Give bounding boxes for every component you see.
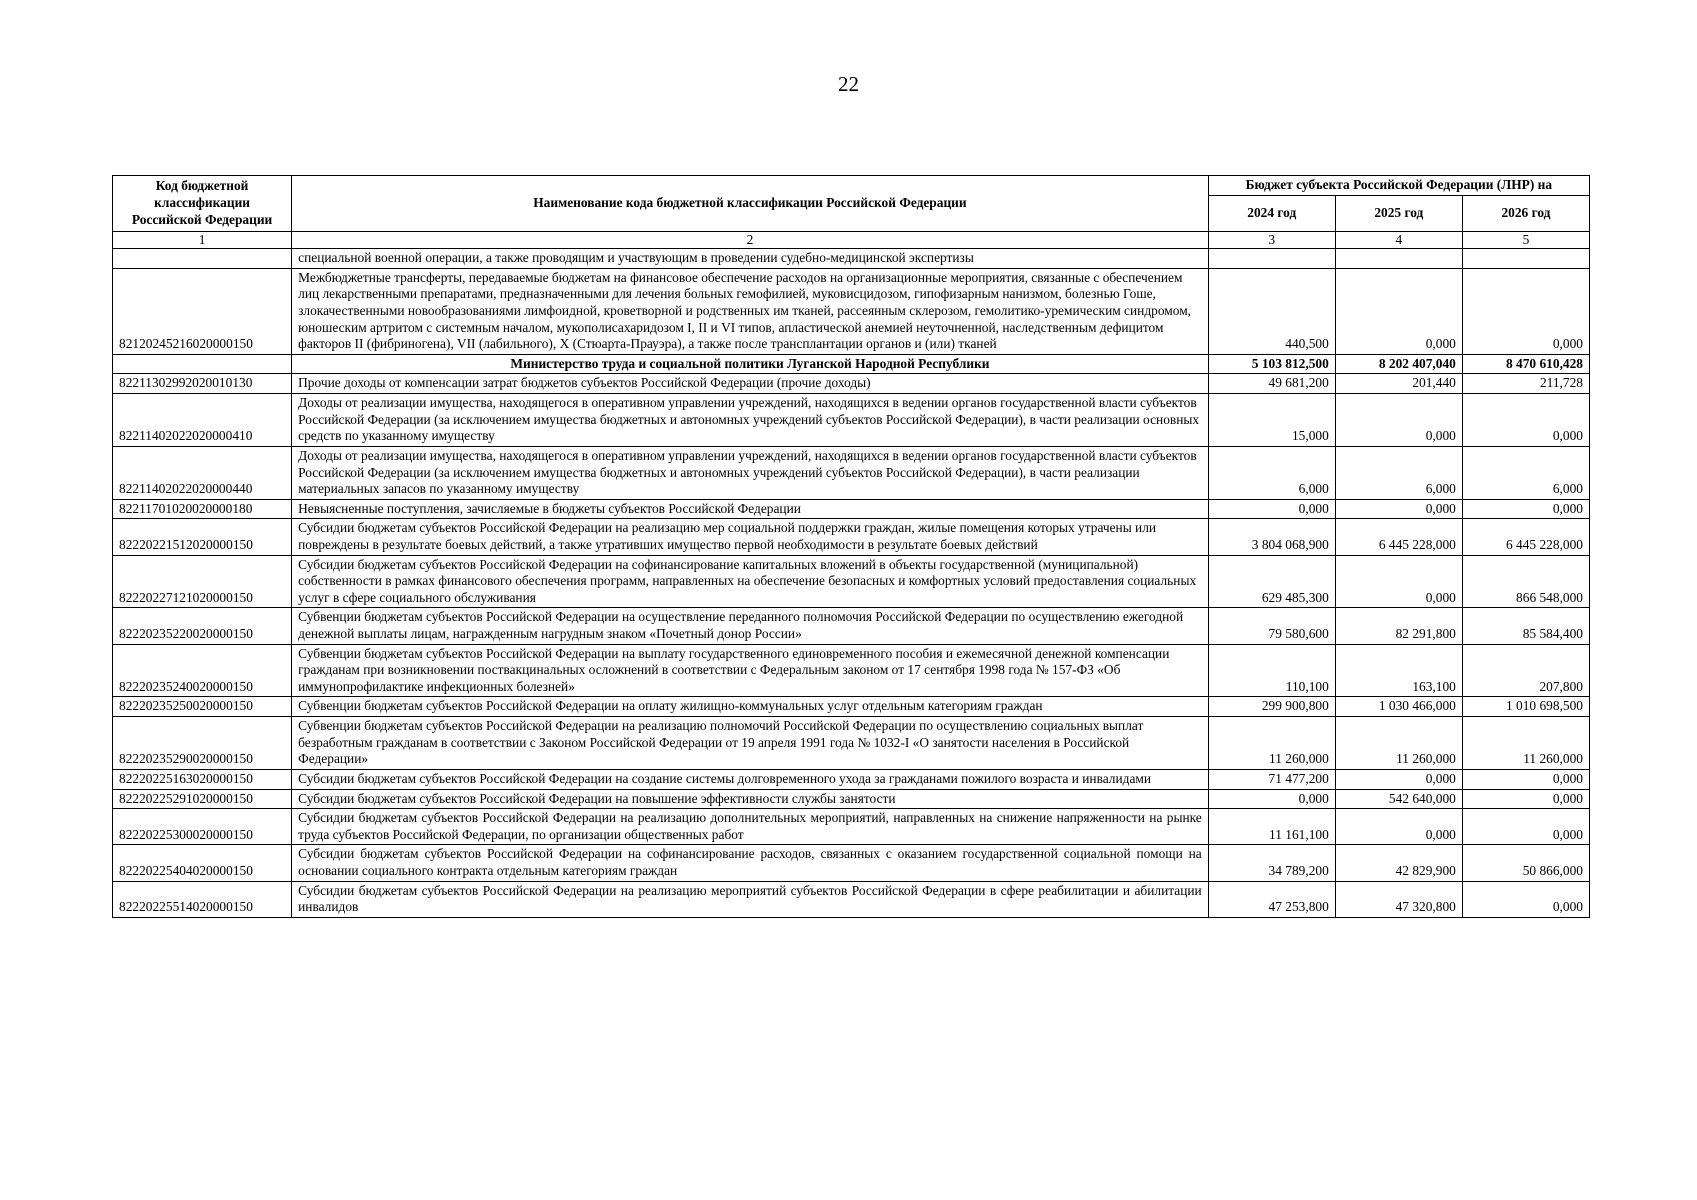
table-row	[113, 394, 1590, 447]
budget-code-cell	[113, 249, 292, 269]
value-2026-cell: 0,000	[1462, 881, 1589, 917]
budget-code-cell: 82220235220020000150	[113, 608, 292, 644]
value-2025-cell: 542 640,000	[1335, 789, 1462, 809]
value-2024-cell: 5 103 812,500	[1208, 354, 1335, 374]
budget-code-cell: 82220227121020000150	[113, 555, 292, 608]
value-2026-cell: 85 584,400	[1462, 608, 1589, 644]
value-2026-cell: 0,000	[1462, 268, 1589, 354]
column-number: 3	[1208, 231, 1335, 249]
value-2024-cell: 0,000	[1208, 789, 1335, 809]
table-row	[113, 608, 1590, 644]
budget-code-cell: 82211302992020010130	[113, 374, 292, 394]
table-row	[113, 249, 1590, 269]
column-number: 1	[113, 231, 292, 249]
budget-name-cell: Субвенции бюджетам субъектов Российской Федерации на осуществление переданного полномочия Российской Федерации по осуществлению ежегодной денежной выплаты лицам, награжденным нагрудным знаком «Почетный донор России»	[292, 608, 1209, 644]
budget-name-cell: Невыясненные поступления, зачисляемые в бюджеты субъектов Российской Федерации	[292, 499, 1209, 519]
budget-code-cell: 82220235250020000150	[113, 697, 292, 717]
table-row	[113, 499, 1590, 519]
value-2026-cell: 1 010 698,500	[1462, 697, 1589, 717]
table-row	[113, 374, 1590, 394]
budget-name-cell: Субвенции бюджетам субъектов Российской Федерации на реализацию полномочий Российской Федерации по осуществлению социальных выплат безработным гражданам в соответствии с Законом Российской Федерации от 19 апреля 1991 года № 1032-I «О занятости населения в Российской Федерации»	[292, 717, 1209, 770]
header-year-2026: 2026 год	[1462, 195, 1589, 231]
value-2024-cell: 79 580,600	[1208, 608, 1335, 644]
table-body	[113, 249, 1590, 918]
ministry-row	[113, 354, 1590, 374]
value-2025-cell: 0,000	[1335, 769, 1462, 789]
header-budget: Бюджет субъекта Российской Федерации (ЛНР) на	[1208, 176, 1589, 196]
budget-code-cell: 82220225291020000150	[113, 789, 292, 809]
value-2026-cell: 207,800	[1462, 644, 1589, 697]
value-2026-cell: 0,000	[1462, 809, 1589, 845]
column-number: 5	[1462, 231, 1589, 249]
value-2024-cell: 11 161,100	[1208, 809, 1335, 845]
table-row	[113, 644, 1590, 697]
value-2025-cell: 11 260,000	[1335, 717, 1462, 770]
value-2026-cell: 0,000	[1462, 789, 1589, 809]
value-2025-cell: 47 320,800	[1335, 881, 1462, 917]
value-2026-cell: 11 260,000	[1462, 717, 1589, 770]
value-2025-cell	[1335, 249, 1462, 269]
budget-name-cell: Министерство труда и социальной политики Луганской Народной Республики	[292, 354, 1209, 374]
budget-name-cell: Субсидии бюджетам субъектов Российской Федерации на создание системы долговременного ухода за гражданами пожилого возраста и инвалидами	[292, 769, 1209, 789]
budget-name-cell: специальной военной операции, а также проводящим и участвующим в проведении судебно-медицинской экспертизы	[292, 249, 1209, 269]
value-2025-cell: 201,440	[1335, 374, 1462, 394]
value-2026-cell: 0,000	[1462, 769, 1589, 789]
value-2026-cell: 866 548,000	[1462, 555, 1589, 608]
header-year-2025: 2025 год	[1335, 195, 1462, 231]
value-2026-cell: 6,000	[1462, 446, 1589, 499]
table-row	[113, 789, 1590, 809]
column-number: 2	[292, 231, 1209, 249]
budget-code-cell: 82220225163020000150	[113, 769, 292, 789]
value-2024-cell: 440,500	[1208, 268, 1335, 354]
table-row	[113, 697, 1590, 717]
value-2025-cell: 0,000	[1335, 394, 1462, 447]
value-2026-cell: 211,728	[1462, 374, 1589, 394]
value-2024-cell: 47 253,800	[1208, 881, 1335, 917]
budget-code-cell: 82220221512020000150	[113, 519, 292, 555]
table-row	[113, 769, 1590, 789]
table-row	[113, 809, 1590, 845]
table-row	[113, 717, 1590, 770]
budget-code-cell: 82120245216020000150	[113, 268, 292, 354]
value-2025-cell: 6 445 228,000	[1335, 519, 1462, 555]
budget-name-cell: Прочие доходы от компенсации затрат бюджетов субъектов Российской Федерации (прочие доходы)	[292, 374, 1209, 394]
budget-name-cell: Субвенции бюджетам субъектов Российской Федерации на выплату государственного единовременного пособия и ежемесячной денежной компенсации гражданам при возникновении поствакцинальных осложнений в соответствии с Федеральным законом от 17 сентября 1998 года № 157-ФЗ «Об иммунопрофилактике инфекционных болезней»	[292, 644, 1209, 697]
value-2025-cell: 6,000	[1335, 446, 1462, 499]
value-2024-cell	[1208, 249, 1335, 269]
budget-code-cell	[113, 354, 292, 374]
budget-code-cell: 82220235290020000150	[113, 717, 292, 770]
value-2024-cell: 11 260,000	[1208, 717, 1335, 770]
value-2025-cell: 0,000	[1335, 555, 1462, 608]
budget-table	[112, 175, 1590, 918]
value-2026-cell: 50 866,000	[1462, 845, 1589, 881]
value-2024-cell: 3 804 068,900	[1208, 519, 1335, 555]
value-2024-cell: 0,000	[1208, 499, 1335, 519]
budget-code-cell: 82211402022020000440	[113, 446, 292, 499]
budget-code-cell: 82211701020020000180	[113, 499, 292, 519]
value-2024-cell: 6,000	[1208, 446, 1335, 499]
header-year-2024: 2024 год	[1208, 195, 1335, 231]
value-2026-cell: 0,000	[1462, 394, 1589, 447]
value-2026-cell: 0,000	[1462, 499, 1589, 519]
page-number: 22	[838, 72, 859, 96]
value-2024-cell: 629 485,300	[1208, 555, 1335, 608]
budget-name-cell: Субсидии бюджетам субъектов Российской Федерации на реализацию мер социальной поддержки граждан, жилые помещения которых утрачены или повреждены в результате боевых действий, а также утративших имущество первой необходимости в результате боевых действий	[292, 519, 1209, 555]
budget-code-cell: 82211402022020000410	[113, 394, 292, 447]
header-name: Наименование кода бюджетной классификации Российской Федерации	[292, 176, 1209, 232]
budget-name-cell: Субсидии бюджетам субъектов Российской Федерации на реализацию мероприятий субъектов Российской Федерации в сфере реабилитации и абилитации инвалидов	[292, 881, 1209, 917]
budget-name-cell: Доходы от реализации имущества, находящегося в оперативном управлении учреждений, находящихся в ведении органов государственной власти субъектов Российской Федерации (за исключением имущества бюджетных и автономных учреждений субъектов Российской Федерации), в части реализации основных средств по указанному имуществу	[292, 394, 1209, 447]
table-row	[113, 268, 1590, 354]
table-row	[113, 881, 1590, 917]
value-2025-cell: 42 829,900	[1335, 845, 1462, 881]
table-row	[113, 555, 1590, 608]
table-row	[113, 446, 1590, 499]
budget-name-cell: Субсидии бюджетам субъектов Российской Федерации на софинансирование капитальных вложений в объекты государственной (муниципальной) собственности в рамках финансового обеспечения программ, направленных на обеспечение безопасных и комфортных условий предоставления социальных услуг в сфере социального обслуживания	[292, 555, 1209, 608]
value-2026-cell: 6 445 228,000	[1462, 519, 1589, 555]
value-2025-cell: 0,000	[1335, 499, 1462, 519]
budget-name-cell: Субсидии бюджетам субъектов Российской Федерации на реализацию дополнительных мероприятий, направленных на снижение напряженности на рынке труда субъектов Российской Федерации, по организации общественных работ	[292, 809, 1209, 845]
value-2024-cell: 299 900,800	[1208, 697, 1335, 717]
value-2024-cell: 110,100	[1208, 644, 1335, 697]
value-2025-cell: 163,100	[1335, 644, 1462, 697]
value-2026-cell	[1462, 249, 1589, 269]
value-2025-cell: 0,000	[1335, 809, 1462, 845]
column-number: 4	[1335, 231, 1462, 249]
value-2025-cell: 0,000	[1335, 268, 1462, 354]
budget-code-cell: 82220225514020000150	[113, 881, 292, 917]
value-2025-cell: 82 291,800	[1335, 608, 1462, 644]
header-code: Код бюджетной классификации Российской Федерации	[113, 176, 292, 232]
value-2024-cell: 34 789,200	[1208, 845, 1335, 881]
budget-name-cell: Субсидии бюджетам субъектов Российской Федерации на софинансирование расходов, связанных с оказанием государственной социальной помощи на основании социального контракта отдельным категориям граждан	[292, 845, 1209, 881]
table-row	[113, 519, 1590, 555]
value-2024-cell: 49 681,200	[1208, 374, 1335, 394]
value-2025-cell: 1 030 466,000	[1335, 697, 1462, 717]
value-2026-cell: 8 470 610,428	[1462, 354, 1589, 374]
budget-name-cell: Межбюджетные трансферты, передаваемые бюджетам на финансовое обеспечение расходов на организационные мероприятия, связанные с обеспечением лиц лекарственными препаратами, предназначенными для лечения больных гемофилией, муковисцидозом, гипофизарным нанизмом, болезнью Гоше, злокачественными новообразованиями лимфоидной, кроветворной и родственных им тканей, рассеянным склерозом, гемолитико-уремическим синдромом, юношеским артритом с системным началом, мукополисахаридозом I, II и VI типов, апластической анемией неуточненной, наследственным дефицитом факторов II (фибриногена), VII (лабильного), X (Стюарта-Прауэра), а также после трансплантации органов и (или) тканей	[292, 268, 1209, 354]
value-2024-cell: 71 477,200	[1208, 769, 1335, 789]
budget-code-cell: 82220225404020000150	[113, 845, 292, 881]
budget-code-cell: 82220225300020000150	[113, 809, 292, 845]
budget-name-cell: Субсидии бюджетам субъектов Российской Федерации на повышение эффективности службы занятости	[292, 789, 1209, 809]
budget-code-cell: 82220235240020000150	[113, 644, 292, 697]
column-number-row	[113, 231, 1590, 249]
value-2025-cell: 8 202 407,040	[1335, 354, 1462, 374]
budget-name-cell: Субвенции бюджетам субъектов Российской Федерации на оплату жилищно-коммунальных услуг отдельным категориям граждан	[292, 697, 1209, 717]
value-2024-cell: 15,000	[1208, 394, 1335, 447]
table-row	[113, 845, 1590, 881]
budget-name-cell: Доходы от реализации имущества, находящегося в оперативном управлении учреждений, находящихся в ведении органов государственной власти субъектов Российской Федерации (за исключением имущества бюджетных и автономных учреждений субъектов Российской Федерации), в части реализации материальных запасов по указанному имуществу	[292, 446, 1209, 499]
